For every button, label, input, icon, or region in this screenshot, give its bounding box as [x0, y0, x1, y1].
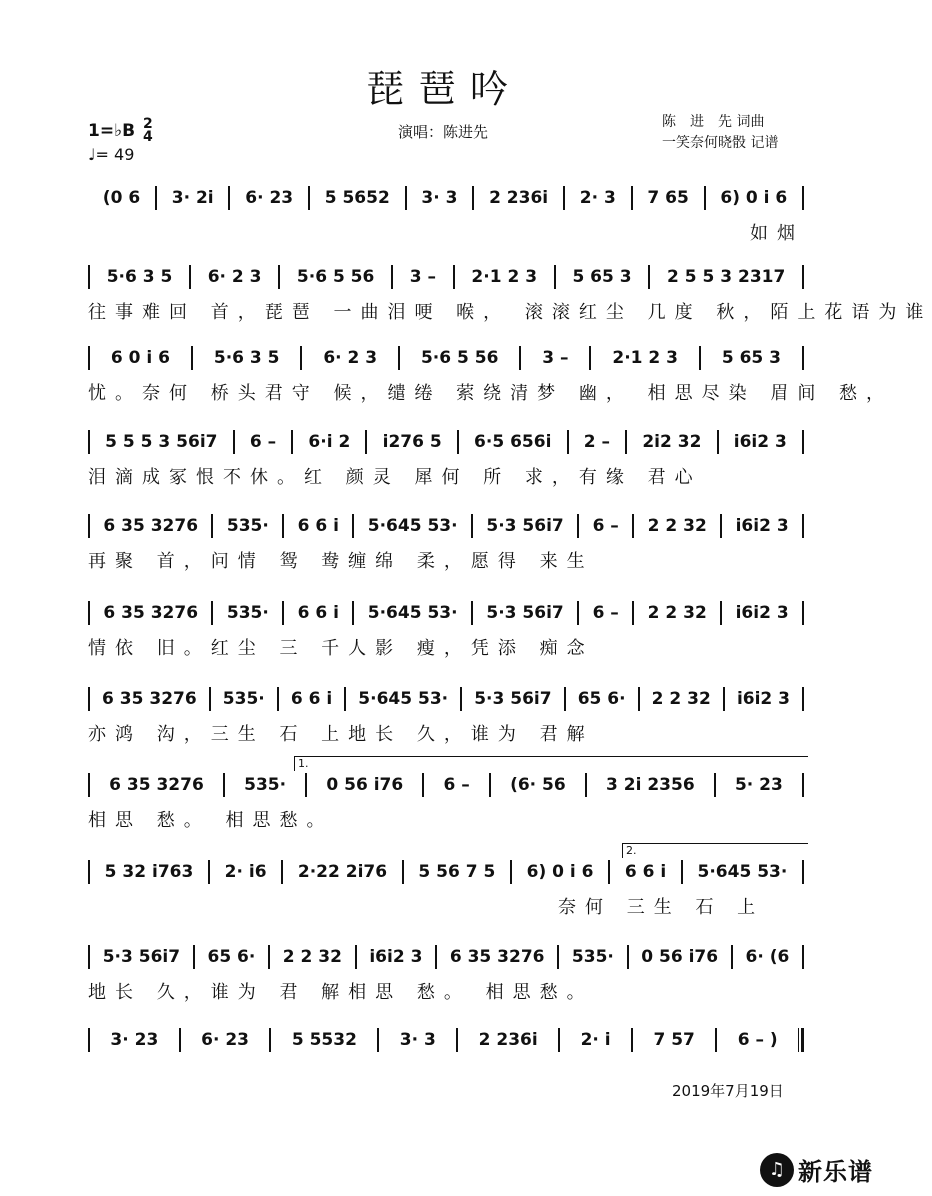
measure: 2 236i: [489, 188, 549, 208]
measure: 2·22 2i76: [297, 862, 388, 882]
measure: 2i2 32: [642, 432, 702, 452]
measure: 6· 23: [245, 188, 294, 208]
lyrics-row: 再聚 首，问情 鸳 鸯缠绵 柔，愿得 来生: [88, 551, 594, 572]
measure: 65 6·: [577, 689, 626, 709]
end-bar-line: [802, 514, 804, 538]
measure: 535·: [226, 516, 269, 536]
measure: 5 5652: [324, 188, 390, 208]
notes-row: [88, 183, 804, 213]
measure: 6 – ): [737, 1030, 778, 1050]
lyrics-row: 相思 愁。 相思愁。: [88, 810, 334, 831]
measure: 5·645 53·: [367, 516, 458, 536]
notes-row: [88, 942, 804, 972]
measure: 6 0 i 6: [110, 348, 170, 368]
measure: 5·6 3 5: [106, 267, 173, 287]
notes-row: [88, 1025, 804, 1055]
measure: 5 5532: [291, 1030, 357, 1050]
measure: 6· 2 3: [323, 348, 378, 368]
measure: 2· 3: [579, 188, 616, 208]
measure: i276 5: [382, 432, 442, 452]
score-system: [88, 844, 804, 921]
measure: 5 5 5 3 56i7: [105, 432, 218, 452]
end-bar-line: [802, 860, 804, 884]
measure: 6·i 2: [308, 432, 351, 452]
lyrics-row: 泪滴成冢恨不休。红 颜灵 犀何 所 求，有缘 君心: [88, 467, 702, 488]
score-system: [88, 427, 804, 491]
measure: 6 35 3276: [102, 689, 197, 709]
measure: 2·1 2 3: [471, 267, 538, 287]
measure: 6 6 i: [290, 689, 333, 709]
music-disc-icon: ♫: [760, 1153, 794, 1187]
measure: 2 2 32: [282, 947, 342, 967]
measure: 5·645 53·: [367, 603, 458, 623]
measure: 535·: [226, 603, 269, 623]
measure: 7 57: [653, 1030, 695, 1050]
measure: 2· i6: [224, 862, 267, 882]
measure: 3· 2i: [171, 188, 214, 208]
measure: 3 2i 2356: [606, 775, 695, 795]
notes-row: [88, 857, 804, 887]
measure: 535·: [222, 689, 265, 709]
end-bar-line: [802, 346, 804, 370]
measure: 6) 0 i 6: [526, 862, 594, 882]
measure: (6· 56: [510, 775, 566, 795]
measure: 6· 23: [201, 1030, 250, 1050]
measure: 0 56 i76: [326, 775, 404, 795]
measure: 2 5 5 3 2317: [667, 267, 786, 287]
measure: 6·5 656i: [474, 432, 552, 452]
score-system: [88, 183, 804, 247]
end-bar-line: [802, 945, 804, 969]
notes-row: [88, 511, 804, 541]
lyrics-row: 奈何 三生 石 上: [558, 897, 765, 918]
measure: 3· 3: [399, 1030, 436, 1050]
measure: 5 32 i763: [104, 862, 194, 882]
lyrics-row: 忧。奈何 桥头君守 候，缱绻 萦绕清梦 幽， 相思尽染 眉间 愁，: [88, 383, 894, 404]
measure: 0 56 i76: [641, 947, 719, 967]
logo-text: 新乐谱: [798, 1158, 873, 1186]
measure: i6i2 3: [735, 603, 789, 623]
end-bar-line: [802, 430, 804, 454]
measure: 5·645 53·: [697, 862, 788, 882]
measure: 65 6·: [207, 947, 256, 967]
score-system: [88, 598, 804, 662]
measure: 5·6 5 56: [420, 348, 499, 368]
measure: 2 2 32: [647, 603, 707, 623]
lyrics-row: 亦鸿 沟，三生 石 上地长 久，谁为 君解: [88, 724, 594, 745]
measure: 6 –: [443, 775, 470, 795]
measure: 5·645 53·: [358, 689, 449, 709]
measure: 5·6 5 56: [296, 267, 375, 287]
measure: 535·: [244, 775, 287, 795]
measure: (0 6: [102, 188, 141, 208]
measure: 6 35 3276: [103, 603, 199, 623]
measure: 6· 2 3: [207, 267, 262, 287]
measure: 2·1 2 3: [612, 348, 678, 368]
measure: 5·3 56i7: [486, 516, 564, 536]
measure: 6 6 i: [297, 603, 339, 623]
score-system: [88, 684, 804, 748]
measure: 2 –: [583, 432, 610, 452]
score-system: [88, 757, 804, 834]
lyrics-row: 如烟: [750, 223, 804, 244]
measure: 6· (6: [745, 947, 790, 967]
measure: 5 65 3: [572, 267, 632, 287]
time-numerator: 2: [142, 116, 153, 132]
end-bar-line: [802, 773, 804, 797]
measure: 5· 23: [734, 775, 783, 795]
notes-row: [88, 770, 804, 800]
volta-bracket: 2.: [622, 843, 808, 858]
score-title: 琵琶吟: [365, 67, 522, 111]
measure: 6 35 3276: [449, 947, 545, 967]
measure: 6 –: [592, 516, 619, 536]
transcriber-credit: 一笑奈何晓骰 记谱: [662, 135, 779, 151]
score-system: [88, 511, 804, 575]
notes-row: [88, 427, 804, 457]
lyrics-row: 往事难回 首，琵琶 一曲泪哽 喉， 滚滚红尘 几度 秋，陌上花语为谁: [88, 302, 932, 323]
measure: 5·3 56i7: [102, 947, 181, 967]
measure: 6 6 i: [297, 516, 339, 536]
time-denominator: 4: [142, 129, 153, 145]
measure: 535·: [571, 947, 614, 967]
notes-row: [88, 262, 804, 292]
measure: 6 6 i: [624, 862, 667, 882]
singer-credit: 演唱：陈进先: [398, 123, 489, 141]
measure: i6i2 3: [369, 947, 423, 967]
end-bar-line: [802, 265, 804, 289]
score-system: [88, 262, 932, 326]
measure: 3· 3: [421, 188, 458, 208]
end-bar-line: [802, 601, 804, 625]
measure: 2· i: [580, 1030, 611, 1050]
author-credits: [662, 112, 778, 154]
end-bar-line: [798, 1028, 804, 1052]
measure: 6 –: [249, 432, 277, 452]
measure: i6i2 3: [735, 516, 789, 536]
lyrics-row: 情依 旧。红尘 三 千人影 瘦，凭添 痴念: [88, 638, 594, 659]
measure: 3· 23: [110, 1030, 159, 1050]
time-signature: [143, 118, 153, 144]
site-logo: [760, 1152, 873, 1187]
score-system: [88, 343, 894, 407]
key-signature: [88, 118, 153, 144]
transcription-date: 2019年7月19日: [672, 1082, 784, 1100]
notes-row: [88, 343, 804, 373]
measure: 5 56 7 5: [418, 862, 496, 882]
measure: 6 –: [592, 603, 619, 623]
measure: 3 –: [409, 267, 437, 287]
end-bar-line: [802, 687, 804, 711]
notes-row: [88, 684, 804, 714]
measure: 3 –: [542, 348, 569, 368]
tempo-marking: ♩= 49: [88, 145, 135, 164]
measure: 6 35 3276: [109, 775, 204, 795]
measure: i6i2 3: [733, 432, 787, 452]
measure: 6 35 3276: [103, 516, 199, 536]
end-bar-line: [802, 186, 804, 210]
measure: 2 2 32: [651, 689, 711, 709]
measure: 5·3 56i7: [486, 603, 564, 623]
key-label: 1=♭B: [88, 121, 136, 141]
measure: i6i2 3: [736, 689, 790, 709]
measure: 7 65: [647, 188, 689, 208]
score-system: [88, 942, 804, 1006]
volta-bracket: 1.: [294, 756, 808, 771]
notes-row: [88, 598, 804, 628]
measure: 6) 0 i 6: [720, 188, 788, 208]
composer-credit: 陈 进 先 词曲: [662, 114, 765, 130]
lyrics-row: 地长 久，谁为 君 解相思 愁。 相思愁。: [88, 982, 594, 1003]
measure: 5 65 3: [721, 348, 782, 368]
measure: 2 236i: [478, 1030, 538, 1050]
measure: 5·6 3 5: [213, 348, 280, 368]
measure: 5·3 56i7: [474, 689, 552, 709]
measure: 2 2 32: [647, 516, 707, 536]
